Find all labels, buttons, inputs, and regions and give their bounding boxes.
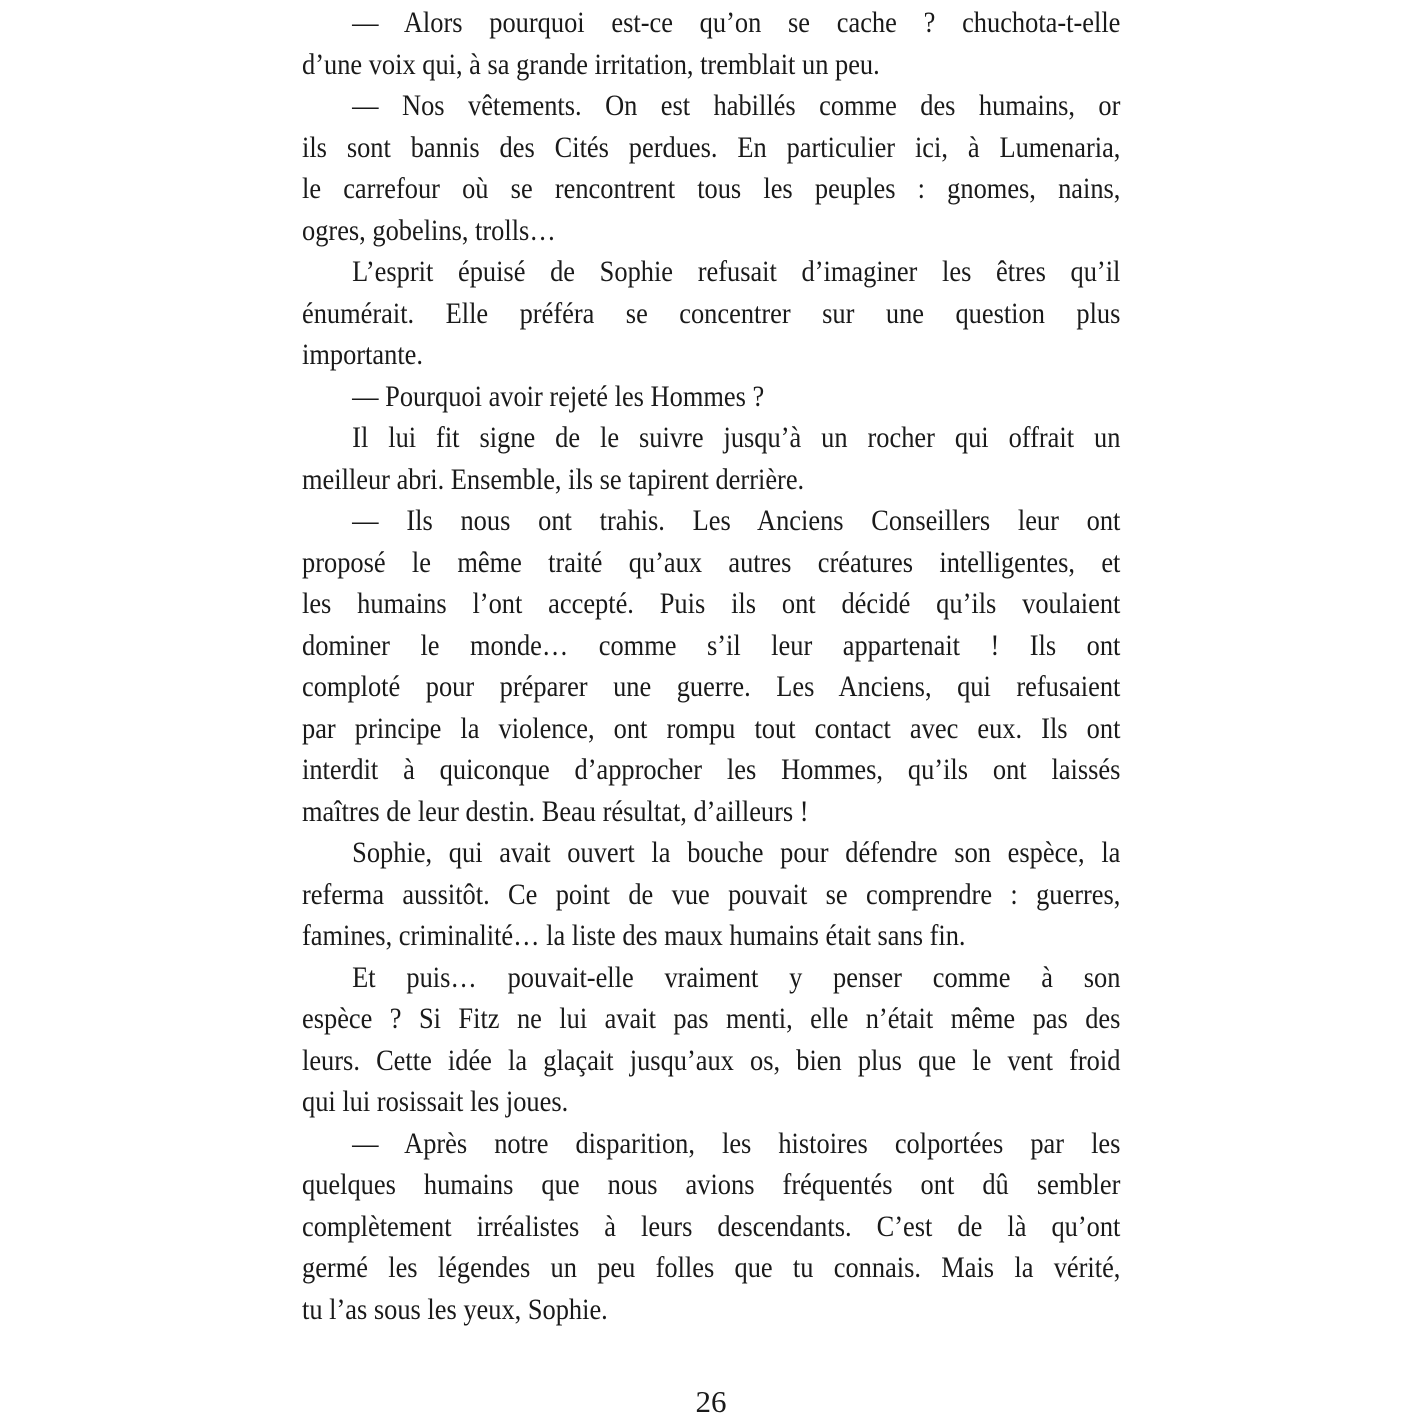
text-line: complètement irréalistes à leurs descendants. C’est de là qu’ont <box>302 1209 1121 1243</box>
text-line: d’une voix qui, à sa grande irritation, tremblait un peu. <box>302 47 880 81</box>
paragraph <box>302 500 1120 832</box>
paragraph <box>302 832 1120 957</box>
paragraph <box>302 251 1120 376</box>
text-line: — Après notre disparition, les histoires colportées par les <box>352 1126 1121 1160</box>
text-line: énumérait. Elle préféra se concentrer sur une question plus <box>302 296 1121 330</box>
paragraph <box>302 417 1120 500</box>
paragraph <box>302 957 1120 1123</box>
text-line: interdit à quiconque d’approcher les Hommes, qu’ils ont laissés <box>302 753 1121 786</box>
text-line: — Ils nous ont trahis. Les Anciens Conseillers leur ont <box>352 504 1121 537</box>
text-line: — Alors pourquoi est-ce qu’on se cache ? chuchota-t-elle <box>352 6 1121 39</box>
text-line: — Pourquoi avoir rejeté les Hommes ? <box>352 379 765 413</box>
paragraph <box>302 376 1120 418</box>
text-line: espèce ? Si Fitz ne lui avait pas menti, elle n’était même pas des <box>302 1002 1121 1035</box>
text-line: Et puis… pouvait-elle vraiment y penser comme à son <box>352 960 1121 994</box>
page-text <box>302 2 1120 1330</box>
text-line: famines, criminalité… la liste des maux humains était sans fin. <box>302 919 966 952</box>
text-line: proposé le même traité qu’aux autres créatures intelligentes, et <box>302 545 1121 579</box>
text-line: qui lui rosissait les joues. <box>302 1085 569 1118</box>
text-line: meilleur abri. Ensemble, ils se tapirent derrière. <box>302 462 805 496</box>
text-line: referma aussitôt. Ce point de vue pouvait se comprendre : guerres, <box>302 877 1121 911</box>
text-line: le carrefour où se rencontrent tous les peuples : gnomes, nains, <box>302 172 1121 205</box>
text-line: les humains l’ont accepté. Puis ils ont décidé qu’ils voulaient <box>302 587 1121 620</box>
text-line: quelques humains que nous avions fréquentés ont dû sembler <box>302 1168 1121 1201</box>
text-line: Sophie, qui avait ouvert la bouche pour défendre son espèce, la <box>352 836 1121 869</box>
text-line: comploté pour préparer une guerre. Les Anciens, qui refusaient <box>302 670 1121 703</box>
text-line: L’esprit épuisé de Sophie refusait d’imaginer les êtres qu’il <box>352 255 1121 288</box>
text-line: maîtres de leur destin. Beau résultat, d’ailleurs ! <box>302 794 809 828</box>
text-line: importante. <box>302 338 423 371</box>
text-line: germé les légendes un peu folles que tu connais. Mais la vérité, <box>302 1251 1121 1284</box>
paragraph <box>302 1123 1120 1331</box>
text-line: — Nos vêtements. On est habillés comme des humains, or <box>352 89 1121 122</box>
text-line: leurs. Cette idée la glaçait jusqu’aux os, bien plus que le vent froid <box>302 1043 1121 1077</box>
text-line: Il lui fit signe de le suivre jusqu’à un rocher qui offrait un <box>352 421 1121 454</box>
text-line: ogres, gobelins, trolls… <box>302 213 556 247</box>
paragraph <box>302 85 1120 251</box>
paragraph <box>302 2 1120 85</box>
page-number: 26 <box>695 1384 727 1419</box>
text-line: tu l’as sous les yeux, Sophie. <box>302 1292 608 1326</box>
text-line: ils sont bannis des Cités perdues. En particulier ici, à Lumenaria, <box>302 130 1121 164</box>
text-line: par principe la violence, ont rompu tout contact avec eux. Ils ont <box>302 711 1121 745</box>
text-line: dominer le monde… comme s’il leur appartenait ! Ils ont <box>302 628 1121 662</box>
